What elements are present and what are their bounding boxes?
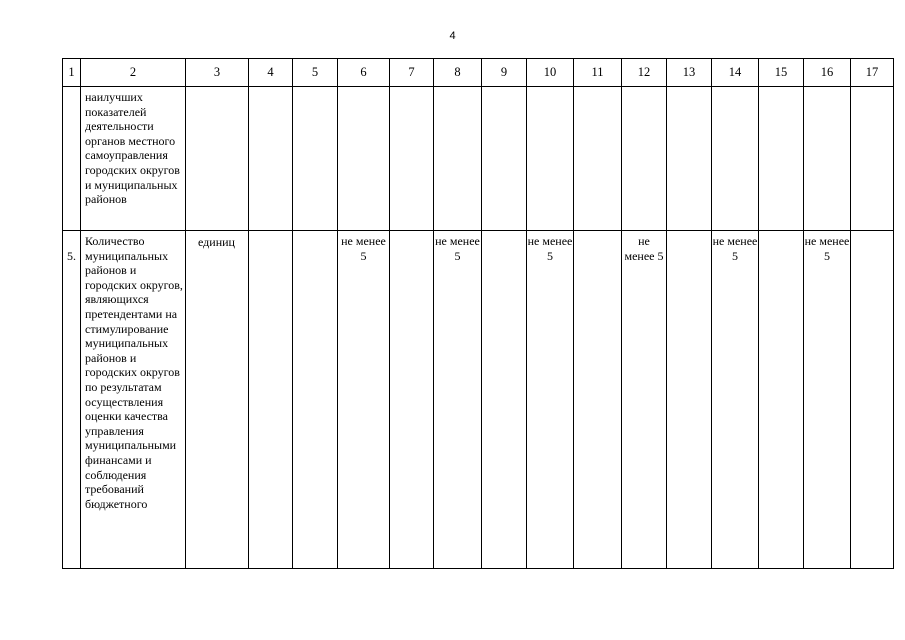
row-number [63,87,81,231]
unit-cell: единиц [186,231,249,569]
value-cell [293,231,338,569]
header-cell: 13 [667,59,712,87]
header-cell: 7 [390,59,434,87]
value-cell [249,87,293,231]
unit-cell [186,87,249,231]
value-cell [759,87,804,231]
header-cell: 11 [574,59,622,87]
header-cell: 6 [338,59,390,87]
value-cell: не менее 5 [804,231,851,569]
value-cell [527,87,574,231]
indicator-description: наилучших показателей деятельности органов местного самоуправления городских округов и муниципальных районов [81,87,186,231]
page-number: 4 [449,30,456,42]
column-number-row [63,59,894,87]
header-cell: 17 [851,59,894,87]
value-cell [574,231,622,569]
value-cell [851,231,894,569]
header-cell: 16 [804,59,851,87]
table-row [63,231,894,569]
header-cell: 4 [249,59,293,87]
header-cell: 2 [81,59,186,87]
table-row [63,87,894,231]
header-cell: 12 [622,59,667,87]
header-cell: 14 [712,59,759,87]
value-cell [759,231,804,569]
header-cell: 3 [186,59,249,87]
indicator-description: Количество муниципальных районов и городских округов, являющихся претендентами на стимулирование муниципальных районов и городских округов по результатам осуществления оценки качества управления муниципальными финансами и соблюдения требований бюджетного [81,231,186,569]
header-cell: 9 [482,59,527,87]
value-cell [390,231,434,569]
header-cell: 8 [434,59,482,87]
value-cell [482,231,527,569]
value-cell: не менее 5 [338,231,390,569]
value-cell [851,87,894,231]
value-cell [434,87,482,231]
value-cell: не менее 5 [712,231,759,569]
value-cell: не менее 5 [622,231,667,569]
value-cell [482,87,527,231]
value-cell: не менее 5 [434,231,482,569]
header-cell: 1 [63,59,81,87]
value-cell [249,231,293,569]
value-cell [712,87,759,231]
value-cell [390,87,434,231]
value-cell [293,87,338,231]
value-cell [622,87,667,231]
indicator-table [62,58,894,569]
value-cell [667,87,712,231]
header-cell: 15 [759,59,804,87]
row-number: 5. [63,231,81,569]
value-cell [574,87,622,231]
value-cell [667,231,712,569]
header-cell: 10 [527,59,574,87]
value-cell [804,87,851,231]
header-cell: 5 [293,59,338,87]
value-cell [338,87,390,231]
value-cell: не менее 5 [527,231,574,569]
